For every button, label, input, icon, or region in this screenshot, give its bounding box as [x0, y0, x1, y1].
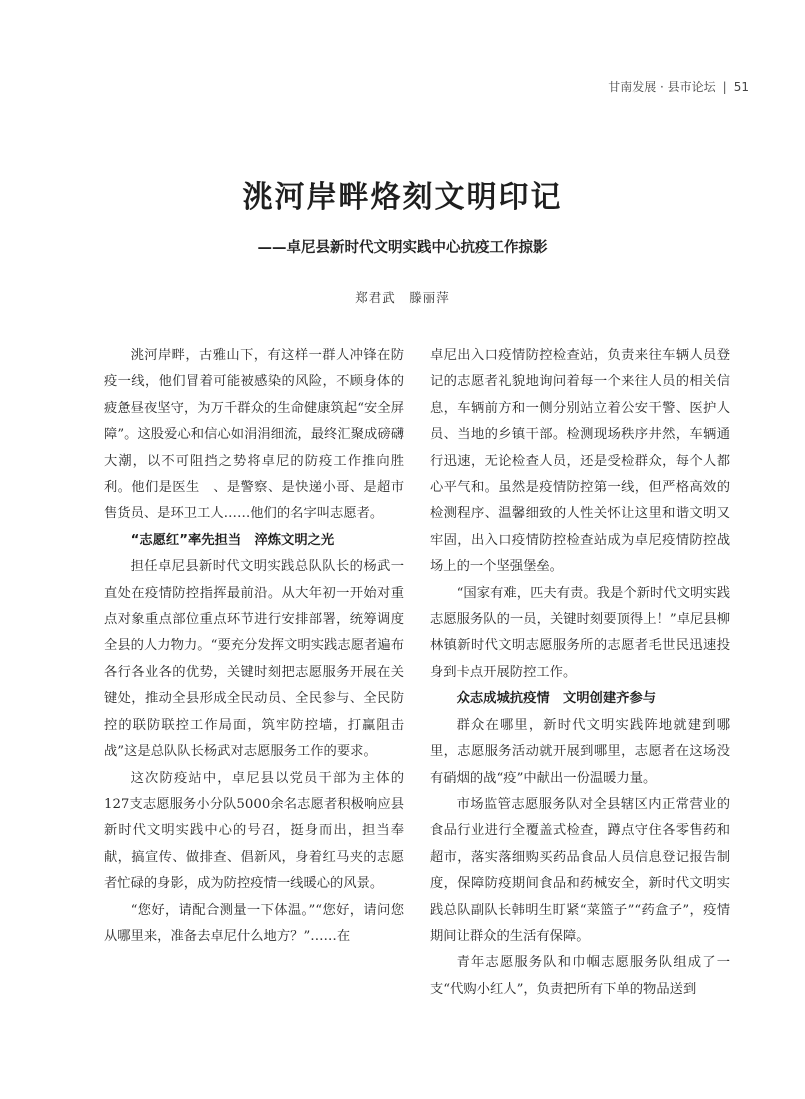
- paragraph: 担任卓尼县新时代文明实践总队队长的杨武一直处在疫情防控指挥最前沿。从大年初一开始对重点对象重点部位重点环节进行安排部署，统筹调度全县的人力物力。“要充分发挥文明实践志愿者遍布各行各业各的优势，关键时刻把志愿服务开展在关键处，推动全县形成全民动员、全民参与、全民防控的联防联控工作局面，筑牢防控墙，打赢阻击战”这是总队队长杨武对志愿服务工作的要求。: [104, 559, 404, 760]
- paragraph: 青年志愿服务队和巾帼志愿服务队组成了一支“代购小红人”，负责把所有下单的物品送到: [430, 955, 730, 997]
- paragraph: 这次防疫站中，卓尼县以党员干部为主体的127支志愿服务小分队5000余名志愿者积极响应县新时代文明实践中心的号召，挺身而出，担当奉献，搞宣传、做排查、倡新风，身着红马夹的志愿者忙碌的身影，成为防控疫情一线暖心的风景。: [104, 770, 404, 892]
- paragraph: 群众在哪里，新时代文明实践阵地就建到哪里，志愿服务活动就开展到哪里，志愿者在这场没有硝烟的战“疫”中献出一份温暖力量。: [430, 717, 730, 786]
- running-header: [608, 78, 749, 95]
- article-subtitle: ——卓尼县新时代文明实践中心抗疫工作掠影: [257, 240, 548, 256]
- left-column: [104, 343, 404, 950]
- page-number: 51: [733, 79, 749, 94]
- section-heading: 众志成城抗疫情 文明创建齐参与: [456, 691, 657, 707]
- right-column: [430, 343, 730, 1003]
- header-separator: |: [722, 79, 727, 94]
- paragraph: 洮河岸畔，古雅山下，有这样一群人冲锋在防疫一线，他们冒着可能被感染的风险，不顾身体的疲惫昼夜坚守，为万千群众的生命健康筑起“安全屏障”。这股爱心和信心如涓涓细流，最终汇聚成磅礴大潮，以不可阻挡之势将卓尼的防疫工作推向胜利。他们是医生 、是警察、是快递小哥、是超市售货员、是环卫工人……他们的名字叫志愿者。: [104, 348, 404, 522]
- section-heading: “志愿红”率先担当 淬炼文明之光: [130, 532, 335, 548]
- paragraph-continued: 卓尼出入口疫情防控检查站，负责来往车辆人员登记的志愿者礼貌地询问着每一个来往人员的相关信息，车辆前方和一侧分别站立着公安干警、医护人员、当地的乡镇干部。检测现场秩序井然，车辆通行迅速，无论检查人员，还是受检群众，每个人都心平气和。虽然是疫情防控第一线，但严格高效的检测程序、温馨细致的人性关怀让这里和谐文明又牢固，出入口疫情防控检查站成为卓尼疫情防控战场上的一个坚强堡垒。: [430, 348, 730, 575]
- paragraph: “您好，请配合测量一下体温。”“您好，请问您从哪里来，准备去卓尼什么地方？”……在: [104, 902, 404, 944]
- paragraph: “国家有难，匹夫有责。我是个新时代文明实践志愿服务队的一员，关键时刻要顶得上！”卓尼县柳林镇新时代文明志愿服务所的志愿者毛世民迅速投身到卡点开展防控工作。: [430, 585, 730, 680]
- paragraph: 市场监管志愿服务队对全县辖区内正常营业的食品行业进行全覆盖式检查，蹲点守住各零售药和超市，落实落细购买药品食品人员信息登记报告制度，保障防疫期间食品和药械安全，新时代文明实践总队副队长韩明生盯紧“菜篮子”“药盒子”，疫情期间让群众的生活有保障。: [430, 796, 730, 944]
- article-title: 洮河岸畔烙刻文明印记: [242, 180, 563, 215]
- article-authors: 郑君武 滕丽萍: [355, 290, 450, 305]
- section-title: 甘南发展 · 县市论坛: [608, 80, 716, 94]
